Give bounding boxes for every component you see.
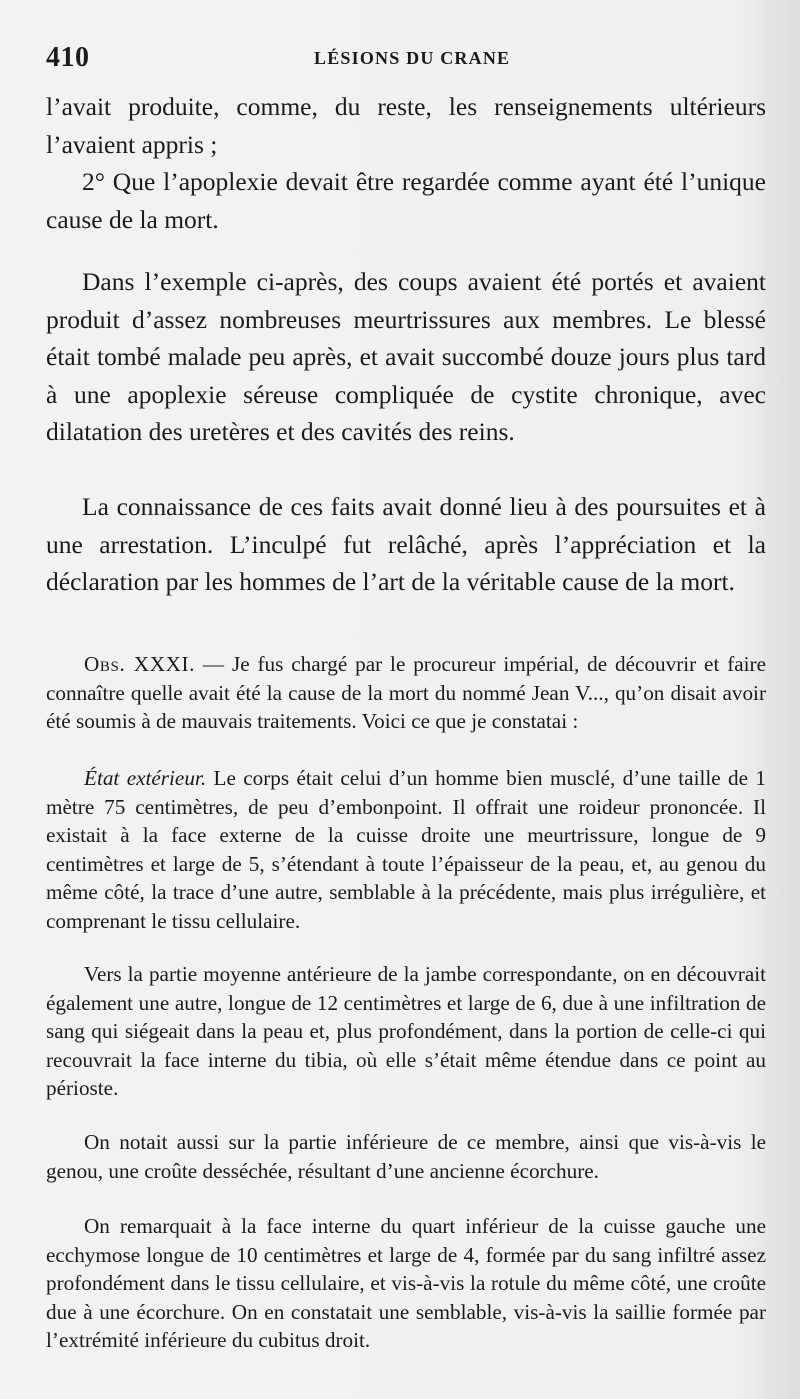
paragraph-knee: On notait aussi sur la partie inférieure de ce membre, ainsi que vis-à-vis le genou, une croûte desséchée, résultant d’une ancienne écorchure. <box>46 1130 766 1183</box>
external-state-text: Le corps était celui d’un homme bien musclé, d’une taille de 1 mètre 75 centimètres, de peu d’embonpoint. Il offrait une roideur prononcée. Il existait à la face externe de la cuisse droite une meurtrissure, longue de 9 centimètres et large de 5, s’étendant à toute l’épaisseur de la peau, et, au genou du même côté, la trace d’une autre, semblable à la précédente, mais plus irrégulière, et comprenant le tissu cellulaire. <box>46 766 767 933</box>
running-head: LÉSIONS DU CRANE <box>314 48 511 68</box>
observation-label: Obs. XXXI. <box>84 652 196 676</box>
paragraph-leg: Vers la partie moyenne antérieure de la jambe correspondante, on en découvrait également une autre, longue de 12 centimètres et large de 6, due à une infiltration de sang qui siégeait dans la peau et, plus profondément, dans la portion de celle-ci qui recouvrait la face interne du tibia, où elle s’était même étendue dans ce point au périoste. <box>46 962 766 1101</box>
paragraph-example: Dans l’exemple ci-après, des coups avaient été portés et avaient produit d’assez nombreuses meurtrissures aux membres. Le blessé était tombé malade peu après, et avait succombé douze jours plus tard à une apoplexie séreuse compliquée de cystite chronique, avec dilatation des uretères et des cavités des reins. <box>46 267 766 447</box>
paragraph-arrest: La connaissance de ces faits avait donné lieu à des poursuites et à une arrestation. L’inculpé fut relâché, après l’appréciation et la déclaration par les hommes de l’art de la véritable cause de la mort. <box>46 492 766 597</box>
paragraph-continuation: l’avait produite, comme, du reste, les renseignements ultérieurs l’avaient appris ; <box>46 92 766 159</box>
paragraph-conclusion-2: 2° Que l’apoplexie devait être regardée comme ayant été l’unique cause de la mort. <box>46 167 766 234</box>
paragraph-external-state <box>46 764 766 936</box>
paragraph-thigh: On remarquait à la face interne du quart inférieur de la cuisse gauche une ecchymose longue de 10 centimètres et large de 4, formée par du sang infiltré assez profondément dans le tissu cellulaire, et vis-à-vis la rotule du même côté, une croûte due à une écorchure. On en constatait une semblable, vis-à-vis la saillie formée par l’extrémité inférieure du cubitus droit. <box>46 1214 766 1353</box>
external-state-label: État extérieur. <box>84 766 207 790</box>
page-number: 410 <box>46 42 90 73</box>
observation-text: — Je fus chargé par le procureur impérial, de découvrir et faire connaître quelle avait été la cause de la mort du nommé Jean V..., qu’on disait avoir été soumis à de mauvais traitements. Voici ce que je constatai : <box>46 652 766 734</box>
paragraph-observation <box>46 650 766 736</box>
page-header <box>46 42 766 78</box>
